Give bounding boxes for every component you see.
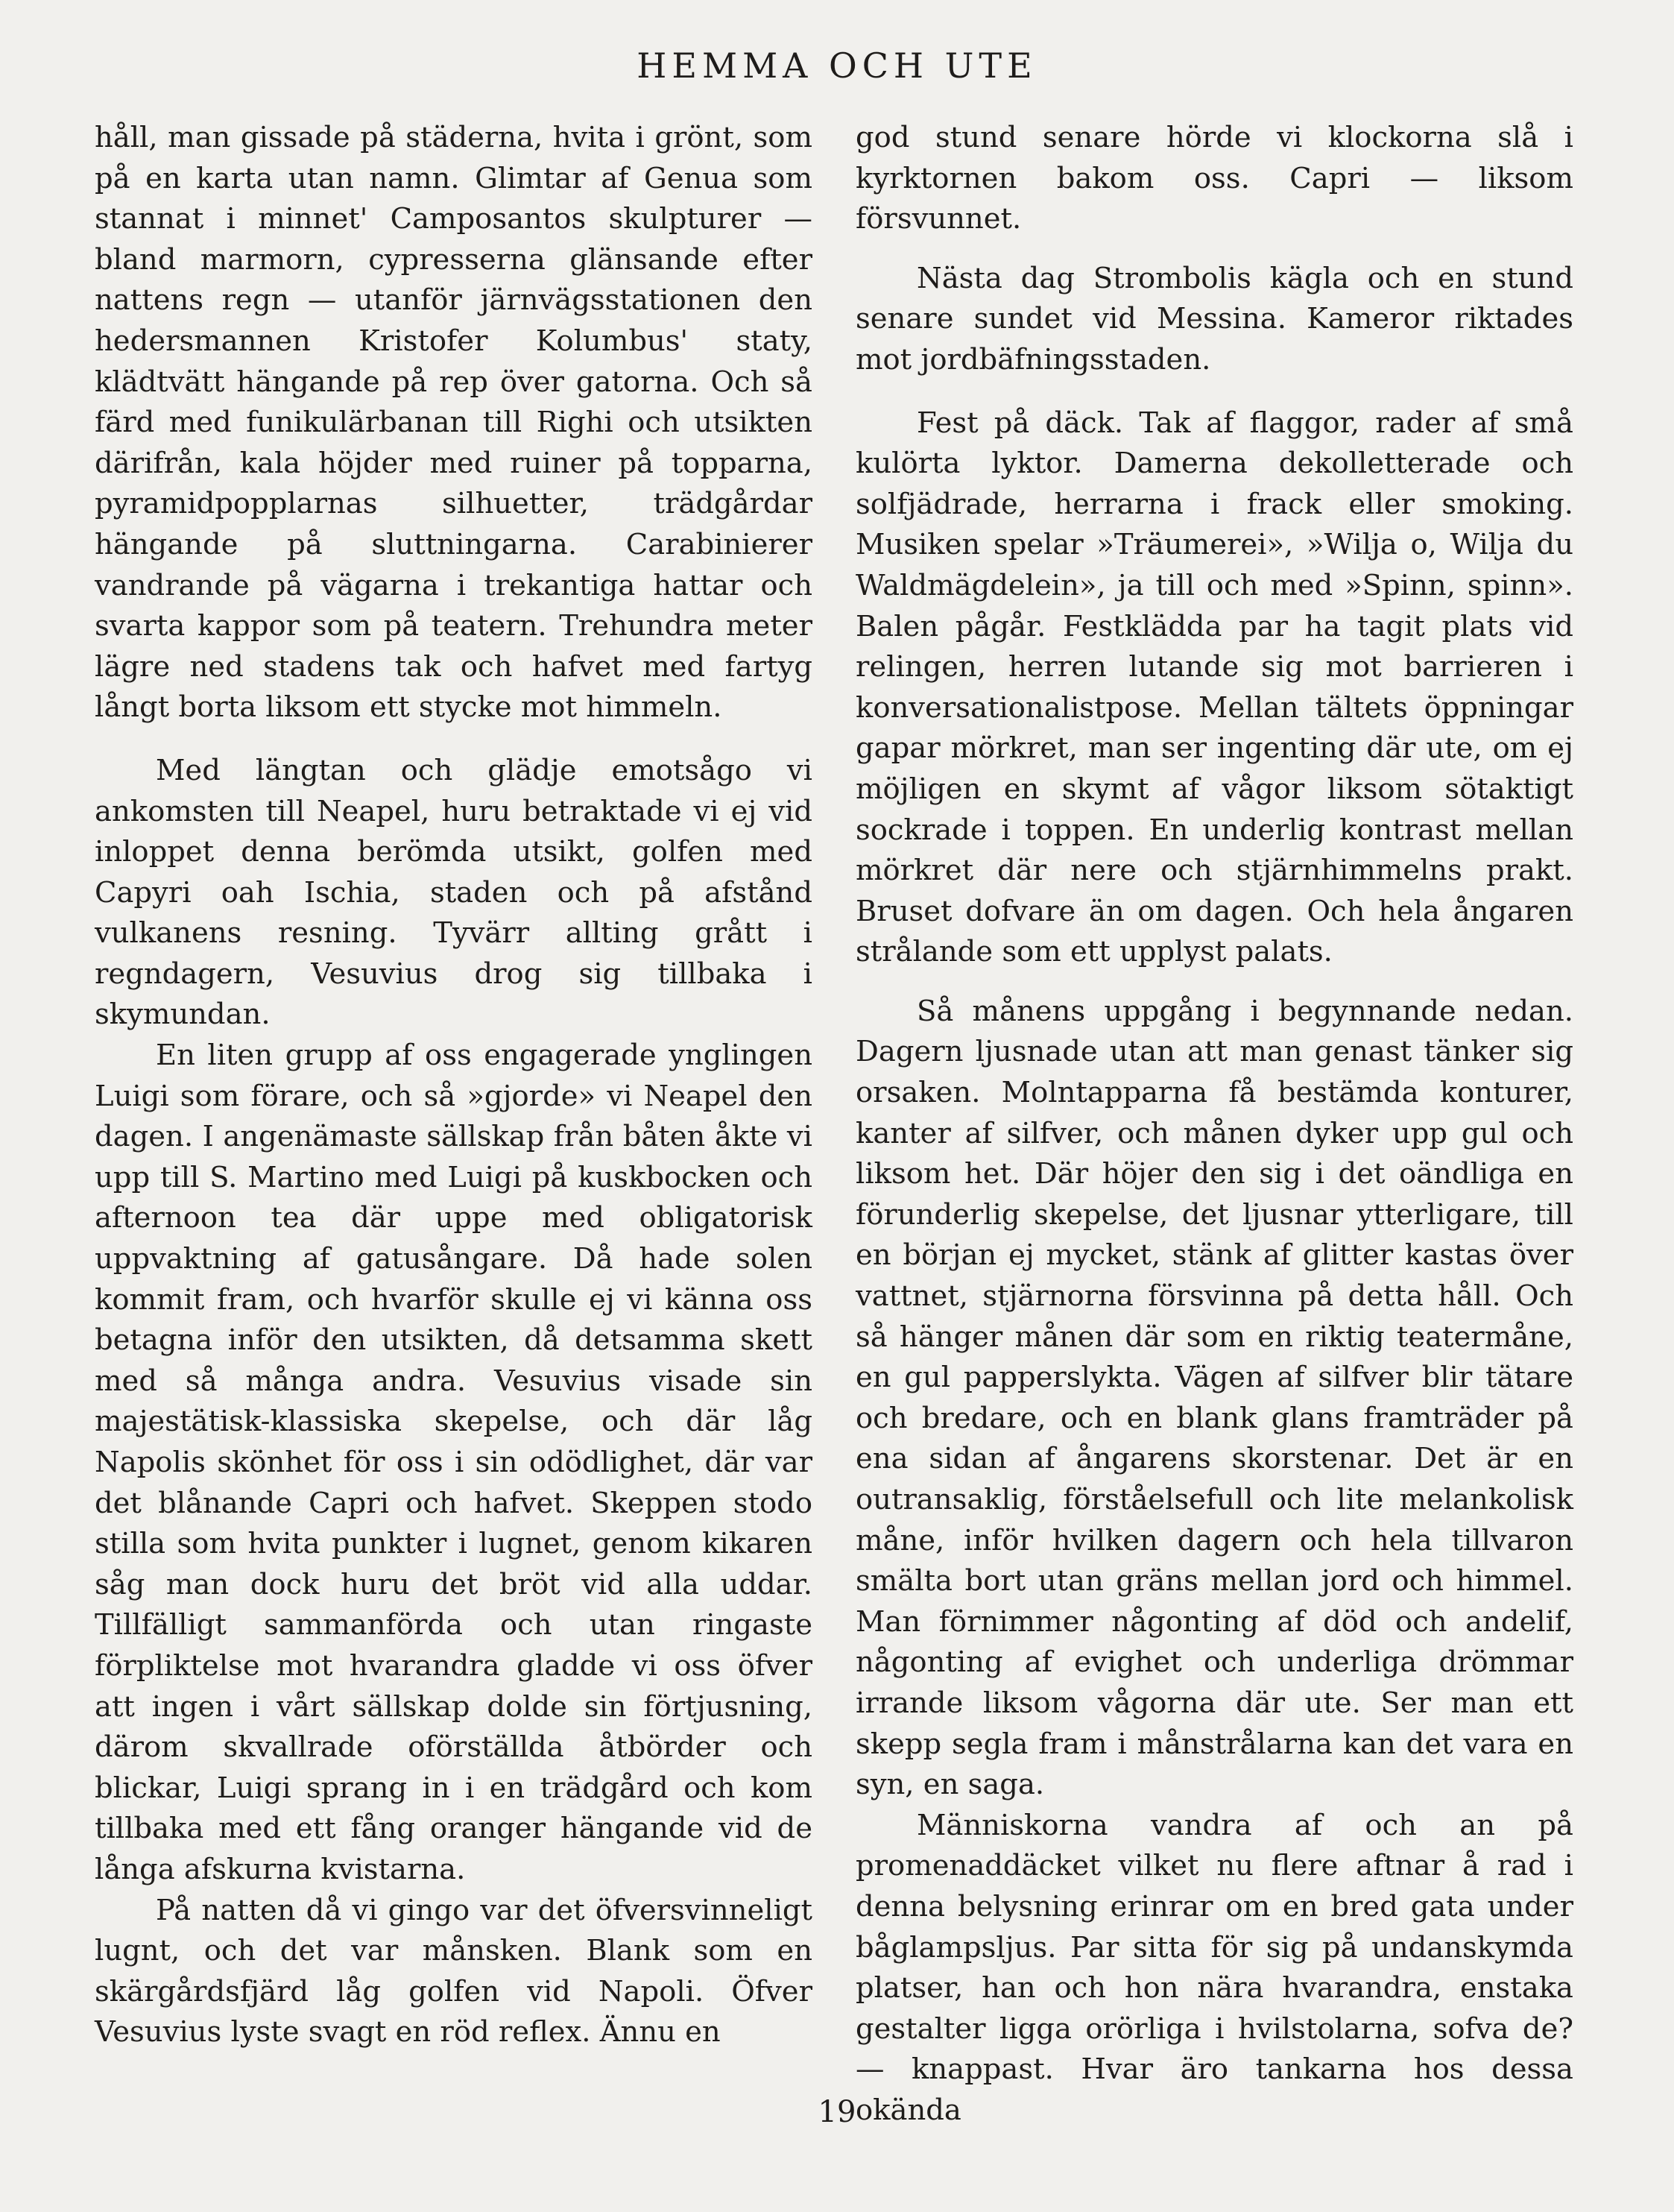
paragraph: god stund senare hörde vi klockorna slå i kyrktornen bakom oss. Capri — liksom försvunnet.	[856, 121, 1573, 236]
right-column	[856, 118, 1573, 2131]
page-number: 19	[818, 2095, 856, 2129]
running-title: HEMMA OCH UTE	[637, 45, 1037, 86]
paragraph: På natten då vi gingo var det öfversvinneligt lugnt, och det var månsken. Blank som en skärgårdsfjärd låg golfen vid Napoli. Öfver Vesuvius lyste svagt en röd reflex. Ännu en	[95, 1893, 812, 2049]
paragraph: En liten grupp af oss engagerade ynglingen Luigi som förare, och så »gjorde» vi Neapel den dagen. I angenämaste sällskap från båten åkte vi upp till S. Martino med Luigi på kuskbocken och afternoon tea där uppe med obligatorisk uppvaktning af gatusångare. Då hade solen kommit fram, och hvarför skulle ej vi känna oss betagna inför den utsikten, då detsamma skett med så många andra. Vesuvius visade sin majestätisk-klassiska skepelse, och där låg Napolis skönhet för oss i sin odödlighet, där var det blånande Capri och hafvet. Skeppen stodo stilla som hvita punkter i lugnet, genom kikaren såg man dock huru det bröt vid alla uddar. Tillfälligt sammanförda och utan ringaste förpliktelse mot hvarandra gladde vi oss öfver att ingen i vårt sällskap dolde sin förtjusning, därom skvallrade oförställda åtbörder och blickar, Luigi sprang in i en trädgård och kom tillbaka med ett fång oranger hängande vid de långa afskurna kvistarna.	[95, 1039, 812, 1886]
paragraph: håll, man gissade på städerna, hvita i grönt, som på en karta utan namn. Glimtar af Genua som stannat i minnet' Camposantos skulpturer — bland marmorn, cypresserna glänsande efter nattens regn — utanför järnvägsstationen den hedersmannen Kristofer Kolumbus' staty, klädtvätt hängande på rep över gatorna. Och så färd med funikulärbanan till Righi och utsikten därifrån, kala höjder med ruiner på topparna, pyramidpopplarnas silhuetter, trädgårdar hängande på sluttningarna. Carabinierer vandrande på vägarna i trekantiga hattar och svarta kappor som på teatern. Trehundra meter lägre ned stadens tak och hafvet med fartyg långt borta liksom ett stycke mot himmeln.	[95, 121, 812, 725]
paragraph: Så månens uppgång i begynnande nedan. Dagern ljusnade utan att man genast tänker sig orsaken. Molntapparna få bestämda konturer, kanter af silfver, och månen dyker upp gul och liksom het. Där höjer den sig i det oändliga en förunderlig skepelse, det ljusnar ytterligare, till en början ej mycket, stänk af glitter kastas över vattnet, stjärnorna försvinna på detta håll. Och så hänger månen där som en riktig teatermåne, en gul papperslykta. Vägen af silfver blir tätare och bredare, och en blank glans framträder på ena sidan af ångarens skorstenar. Det är en outransaklig, förståelsefull och lite melankolisk måne, inför hvilken dagern och hela tillvaron smälta bort utan gräns mellan jord och himmel. Man förnimmer någonting af död och andelif, någonting af evighet och underliga drömmar irrande liksom vågorna där ute. Ser man ett skepp segla fram i månstrålarna kan det vara en syn, en saga.	[856, 994, 1573, 1802]
paragraph: Nästa dag Strombolis kägla och en stund senare sundet vid Messina. Kameror riktades mot jordbäfningsstaden.	[856, 261, 1573, 376]
paragraph: Med längtan och glädje emotsågo vi ankomsten till Neapel, huru betraktade vi ej vid inloppet denna berömda utsikt, golfen med Capyri oah Ischia, staden och på afstånd vulkanens resning. Tyvärr allting grått i regndagern, Vesuvius drog sig tillbaka i skymundan.	[95, 753, 812, 1032]
paragraph: Människorna vandra af och an på promenaddäcket vilket nu flere aftnar å rad i denna belysning erinrar om en bred gata under båglampsljus. Par sitta för sig på undanskymda platser, han och hon nära hvarandra, enstaka gestalter ligga orörliga i hvilstolarna, sofva de? — knappast. Hvar äro tankarna hos dessa okända	[856, 1808, 1573, 2127]
paragraph: Fest på däck. Tak af flaggor, rader af små kulörta lyktor. Damerna dekolletterade och solfjädrade, herrarna i frack eller smoking. Musiken spelar »Träumerei», »Wilja o, Wilja du Waldmägdelein», ja till och med »Spinn, spinn». Balen pågår. Festklädda par ha tagit plats vid relingen, herren lutande sig mot barrieren i konversationalistpose. Mellan tältets öppningar gapar mörkret, man ser ingenting där ute, om ej möjligen en skymt af vågor liksom sötaktigt sockrade i toppen. En underlig kontrast mellan mörkret där nere och stjärnhimmelns prakt. Bruset dofvare än om dagen. Och hela ångaren strålande som ett upplyst palats.	[856, 406, 1573, 969]
left-column	[95, 118, 812, 2053]
